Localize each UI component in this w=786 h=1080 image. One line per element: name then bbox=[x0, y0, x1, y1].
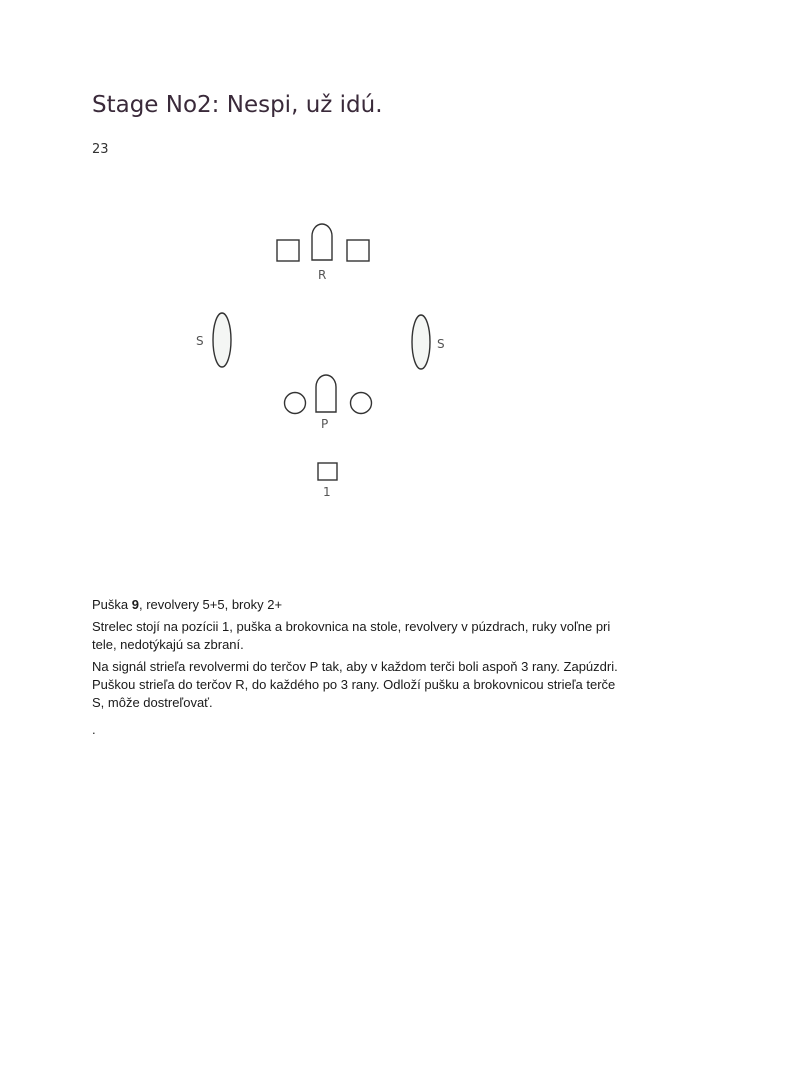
procedure-line-3: S, môže dostreľovať. bbox=[92, 695, 213, 710]
rifle-targets-label: R bbox=[318, 268, 327, 282]
rifle-target-right-square bbox=[347, 240, 369, 261]
firearms-rest: , revolvery 5+5, broky 2+ bbox=[138, 597, 283, 612]
pistol-target-center-arch bbox=[316, 375, 336, 412]
pistol-targets-label: P bbox=[321, 417, 329, 431]
stage-description bbox=[92, 596, 692, 716]
pistol-target-left-circle bbox=[285, 393, 306, 414]
procedure-paragraph bbox=[92, 658, 692, 712]
firearms-summary bbox=[92, 596, 692, 614]
shotgun-left-label: S bbox=[196, 334, 204, 348]
shotgun-right-label: S bbox=[437, 337, 445, 351]
shooter-position-label: 1 bbox=[323, 485, 331, 499]
start-position-paragraph bbox=[92, 618, 692, 654]
page-title: Stage No2: Nespi, už idú. bbox=[92, 92, 383, 118]
trailing-dot: . bbox=[92, 722, 96, 737]
rifle-label: Puška bbox=[92, 597, 132, 612]
rifle-count: 9 bbox=[131, 597, 139, 612]
start-position-line-2: tele, nedotýkajú sa zbraní. bbox=[92, 637, 244, 652]
rifle-target-center-arch bbox=[312, 224, 332, 260]
shooter-position-box bbox=[318, 463, 337, 480]
shotgun-target-left bbox=[213, 313, 231, 367]
procedure-line-2: Puškou strieľa do terčov R, do každého po 3 rany. Odloží pušku a brokovnicou strieľa terče bbox=[92, 677, 616, 692]
pistol-target-right-circle bbox=[351, 393, 372, 414]
start-position-line-1: Strelec stojí na pozícii 1, puška a brokovnica na stole, revolvery v púzdrach, ruky voľne pri bbox=[92, 619, 611, 634]
page-number: 23 bbox=[92, 142, 109, 157]
shotgun-target-right bbox=[412, 315, 430, 369]
rifle-target-left-square bbox=[277, 240, 299, 261]
procedure-line-1: Na signál strieľa revolvermi do terčov P tak, aby v každom terči boli aspoň 3 rany. Zapúzdri. bbox=[92, 659, 618, 674]
